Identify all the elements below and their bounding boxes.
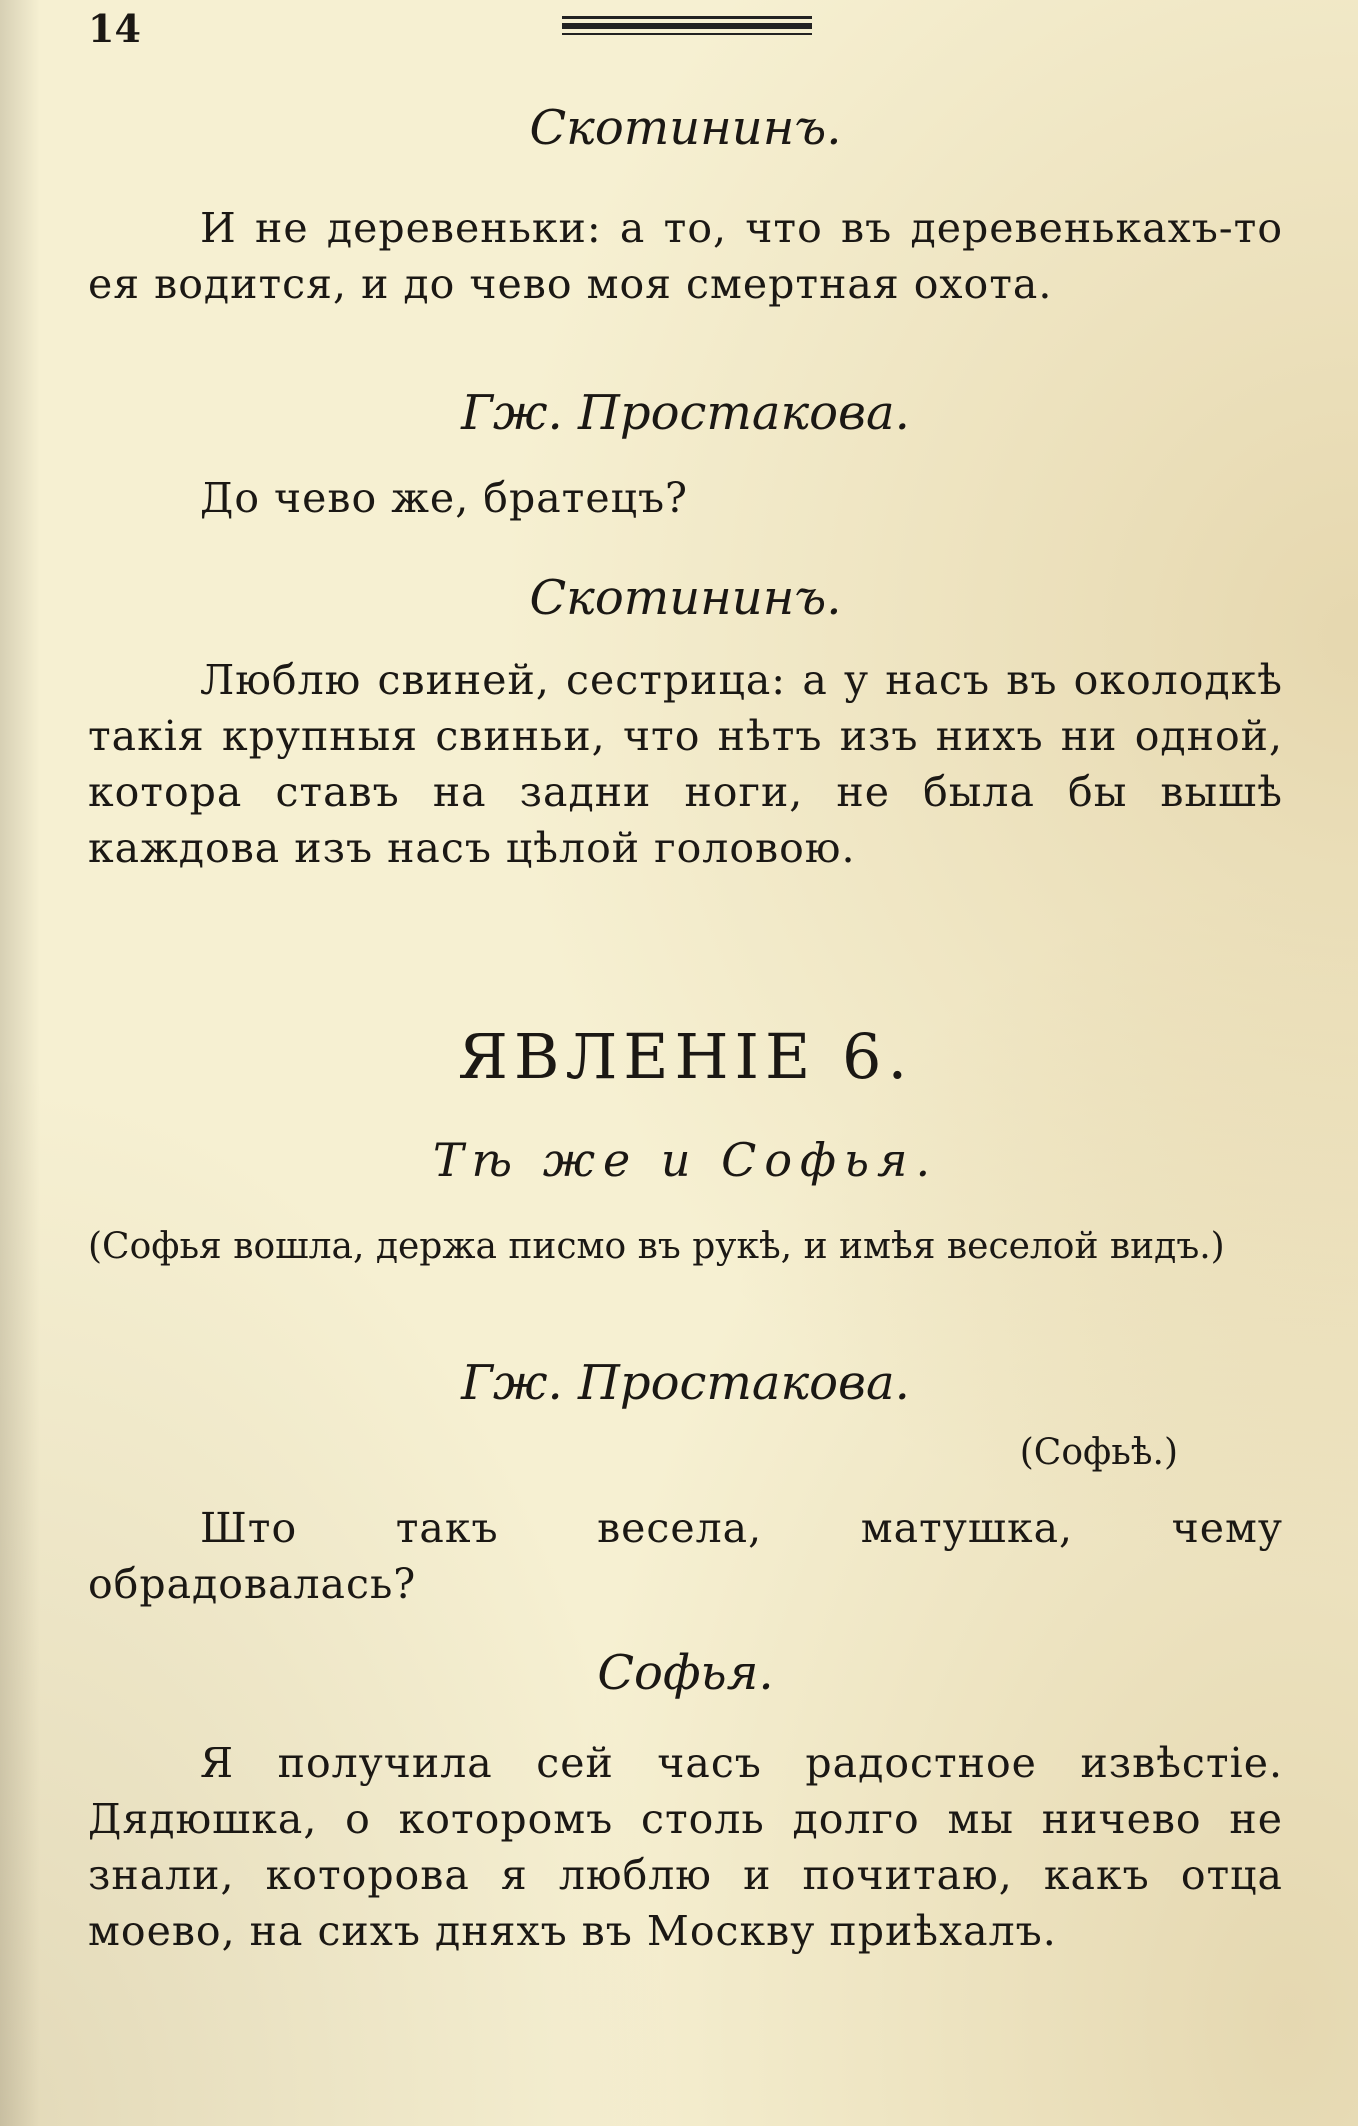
- speaker-name: Гж. Простакова.: [461, 385, 910, 441]
- speech-text: Я получила сей часъ радостное извѣстiе. Дядюшка, о которомъ столь долго мы ничево не знали, которова я люблю и почитаю, какъ отца моево, на сихъ дняхъ въ Москву приѣхалъ.: [88, 1739, 1283, 1955]
- header-ornament: [562, 14, 812, 36]
- page-number: 14: [88, 6, 141, 51]
- speaker-name: Гж. Простакова.: [461, 1355, 910, 1411]
- speaker-name: Скотининъ.: [529, 100, 842, 156]
- speaker-name: Скотининъ.: [529, 570, 842, 626]
- scene-persons: Тѣ же и Софья.: [432, 1133, 939, 1187]
- speech-text: Што такъ весела, матушка, чему обрадовалась?: [88, 1504, 1283, 1608]
- stage-direction: (Софья вошла, держа писмо въ рукѣ, и имѣя веселой видъ.): [88, 1226, 1225, 1267]
- page-edge-shadow: [0, 0, 40, 2126]
- speaker-name: Софья.: [597, 1645, 774, 1701]
- scene-title: ЯВЛЕНIЕ 6.: [457, 1020, 914, 1093]
- speech-text: И не деревеньки: а то, что въ деревенькахъ-то ея водится, и до чево моя смертная охота.: [88, 204, 1283, 308]
- stage-aside: (Софьѣ.): [1019, 1432, 1178, 1473]
- speech-text: До чево же, братецъ?: [200, 474, 689, 522]
- speech-text: Люблю свиней, сестрица: а у насъ въ околодкѣ такія крупныя свиньи, что нѣтъ изъ нихъ ни одной, котора ставъ на задни ноги, не была бы вышѣ каждова изъ насъ цѣлой головою.: [88, 656, 1283, 872]
